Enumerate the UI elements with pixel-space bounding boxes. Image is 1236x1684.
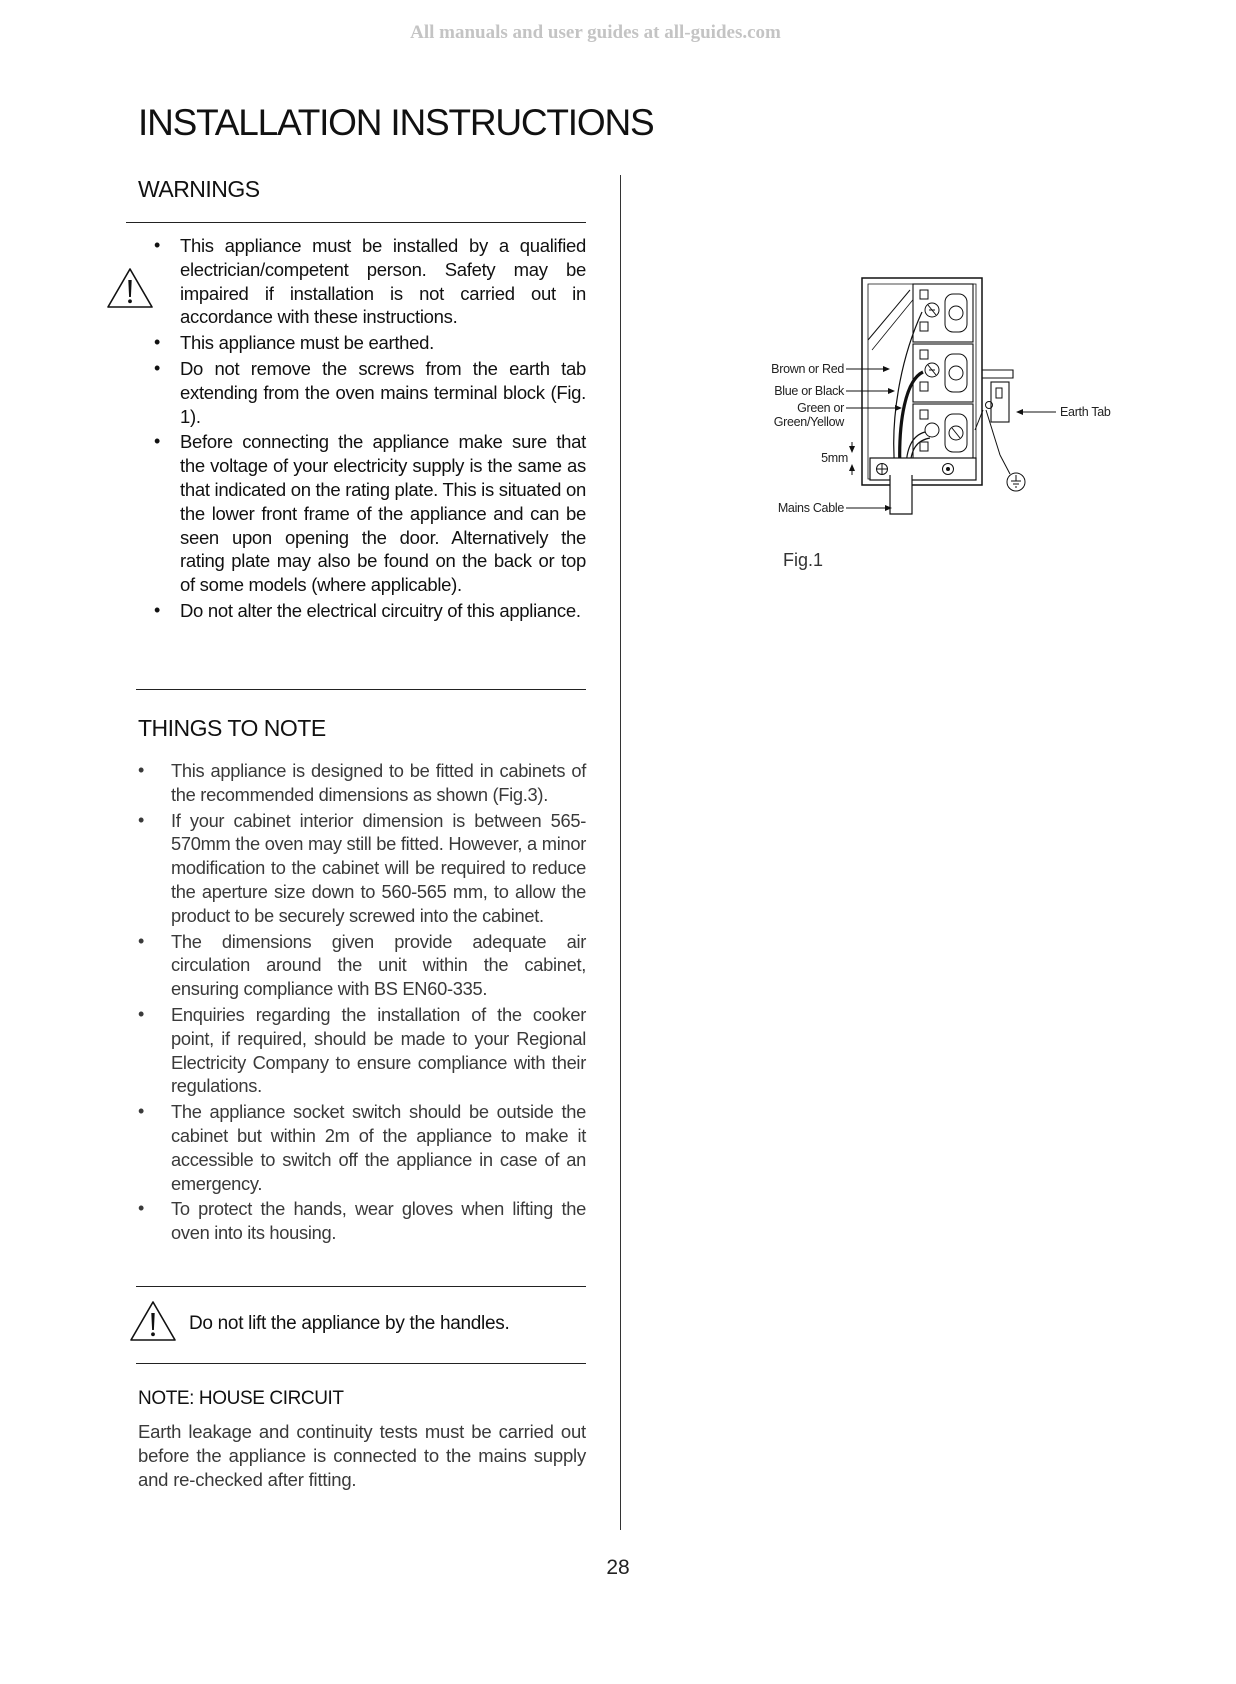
note-item: • This appliance is designed to be fitted in cabinets of the recommended dimensions as shown (Fig.3). <box>138 760 586 805</box>
label-green-or: Green or <box>797 401 844 415</box>
warning-item: • This appliance must be earthed. <box>154 332 434 354</box>
warnings-list <box>154 234 586 625</box>
label-green-yellow: Green/Yellow <box>773 415 844 429</box>
lift-warning-text: Do not lift the appliance by the handles. <box>189 1313 510 1334</box>
column-divider <box>620 175 621 1530</box>
terminal-block-diagram <box>760 270 1111 530</box>
warning-triangle-icon <box>105 266 155 310</box>
things-to-note-heading: THINGS TO NOTE <box>138 715 326 741</box>
warnings-top-rule <box>126 222 586 223</box>
label-5mm: 5mm <box>821 451 848 465</box>
watermark: All manuals and user guides at all-guides.com <box>410 22 781 43</box>
warning-triangle-icon <box>128 1299 178 1343</box>
warning-item: • Before connecting the appliance make sure that the voltage of your electricity supply is the same as that indicated on the rating plate. This is situated on the lower front frame of the appliance and can be seen upon opening the door. Alternatively the rating plate may also be found on the back or top of some models (where applicable). <box>154 431 586 596</box>
page-number: 28 <box>606 1556 630 1579</box>
label-blue-or-black: Blue or Black <box>774 384 844 398</box>
warnings-bottom-rule <box>136 689 586 690</box>
house-circuit-text: Earth leakage and continuity tests must be carried out before the appliance is connected to the mains supply and re-checked after fitting. <box>138 1421 586 1490</box>
warning-item: • Do not alter the electrical circuitry of this appliance. <box>154 599 581 621</box>
note-item: • To protect the hands, wear gloves when lifting the oven into its housing. <box>138 1198 586 1244</box>
warning-item: • This appliance must be installed by a qualified electrician/competent person. Safety may be impaired if installation is not carried out in accordance with these instructions. <box>154 235 586 328</box>
label-brown-or-red: Brown or Red <box>771 362 844 376</box>
label-mains-cable: Mains Cable <box>777 501 844 515</box>
page-title: INSTALLATION INSTRUCTIONS <box>138 102 654 143</box>
note-item: • The appliance socket switch should be outside the cabinet but within 2m of the appliance to make it accessible to switch off the appliance in case of an emergency. <box>138 1101 586 1194</box>
label-earth-tab: Earth Tab <box>1060 405 1111 419</box>
warnings-heading: WARNINGS <box>138 176 260 202</box>
house-circuit-heading: NOTE: HOUSE CIRCUIT <box>138 1388 344 1409</box>
lift-warning-top-rule <box>136 1286 586 1287</box>
lift-warning-bottom-rule <box>136 1363 586 1364</box>
note-item: • The dimensions given provide adequate air circulation around the unit within the cabinet, ensuring compliance with BS EN60-335. <box>138 930 586 1000</box>
warning-item: • Do not remove the screws from the earth tab extending from the oven mains terminal block (Fig. 1). <box>154 357 586 427</box>
note-item: • If your cabinet interior dimension is between 565-570mm the oven may still be fitted. However, a minor modification to the cabinet will be required to reduce the aperture size down to 560-565 mm, to allow the product to be securely screwed into the cabinet. <box>138 809 586 926</box>
figure-caption: Fig.1 <box>783 550 824 570</box>
note-item: • Enquiries regarding the installation of the cooker point, if required, should be made to your Regional Electricity Company to ensure compliance with their regulations. <box>138 1003 586 1097</box>
things-to-note-list <box>138 759 586 1247</box>
